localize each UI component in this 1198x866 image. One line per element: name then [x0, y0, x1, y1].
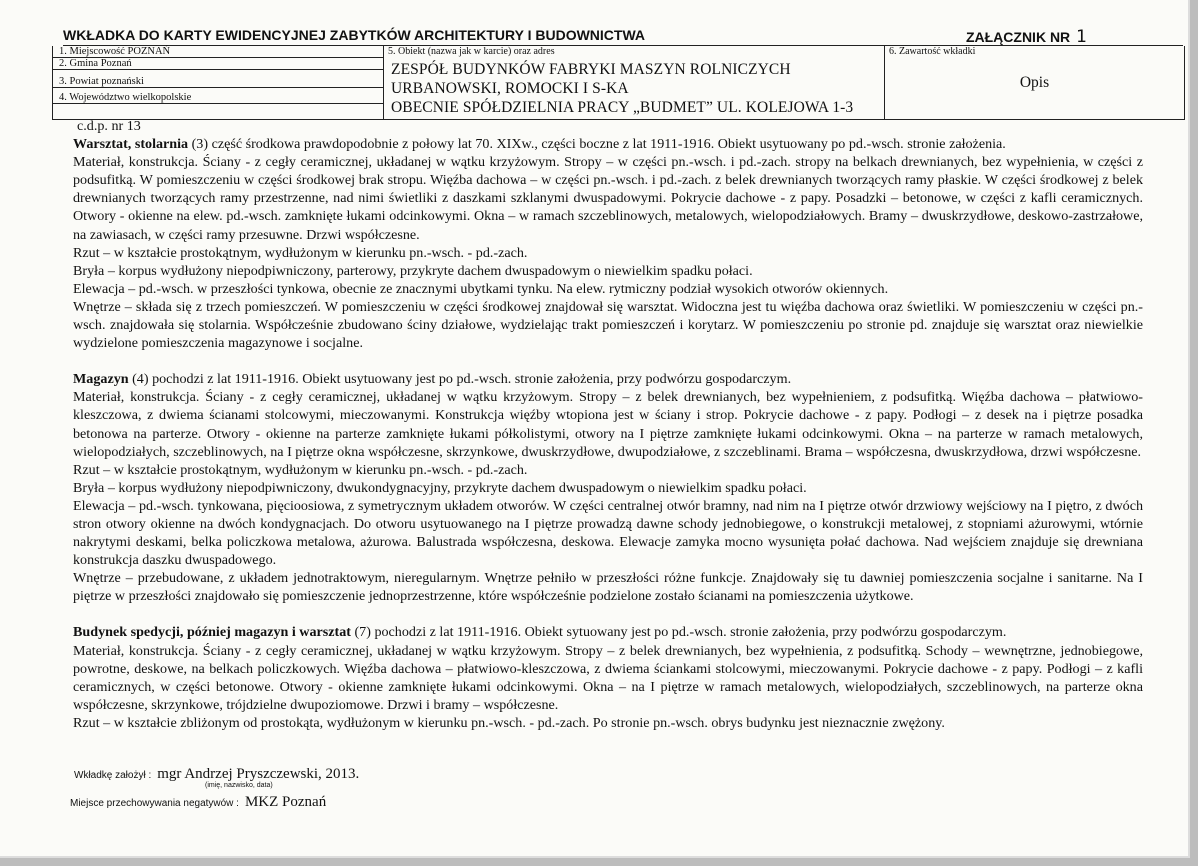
budynek-intro — [73, 623, 1143, 641]
annex-number: 1 — [1076, 27, 1087, 47]
budynek-intro-text: (7) pochodzi z lat 1911-1916. Obiekt sytuowany jest po pd.-wsch. stronie założenia, przy podwórzu gospodarczym. — [350, 624, 1007, 641]
magazyn-intro-text: (4) pochodzi z lat 1911-1916. Obiekt usytuowany jest po pd.-wsch. stronie założenia, przy podwórzu gospodarczym. — [128, 371, 792, 388]
warsztat-construction: Materiał, konstrukcja. Ściany - z cegły ceramicznej, układanej w wątku krzyżowym. Stropy – w części pn.-wsch. i pd.-zach. stropy na belkach drewnianych, bez wypełnienia, w części z podsufitką. W pomieszczeniu w części środkowej brak stropu. Więźba dachowa – w części pn.-wsch. i pd.-zach. z belek drewnianych tworzących ramy płaskie. W części środkowej z belek drewnianych tworzących ramy przestrzenne, nad nimi świetliki z daszkami szklanymi dwuspadowymi. Pokrycie dachowe - z papy. Posadzki – betonowe, w części z kafli ceramicznych. Otwory - okienne na elew. pd.-wsch. zamknięte łukami odcinkowymi. Okna – w ramach szczeblinowych, metalowych, wielopodziałowych. Bramy – dwuskrzydłowe, deskowo-zastrzałowe, na zawiasach, w części ramy przesuwne. Drzwi współczesne. — [73, 154, 1143, 243]
warsztat-title: Warsztat, stolarnia — [73, 136, 189, 153]
storage-label: Miejsce przechowywania negatywów : — [70, 798, 239, 809]
warsztat-plan: Rzut – w kształcie prostokątnym, wydłużonym w kierunku pn.-wsch. - pd.-zach. — [73, 244, 528, 261]
section-gap — [73, 352, 1143, 370]
annex-label — [966, 27, 1087, 47]
location-fields — [53, 46, 384, 119]
magazyn-interior: Wnętrze – przebudowane, z układem jednotraktowym, nieregularnym. Wnętrze pełniło w przeszłości różne funkcje. Znajdowały się tu dawniej pomieszczenia socjalne i sanitarne. Na I piętrze w przeszłości znajdowało się pomieszczenie jednoprzestrzenne, które współcześnie podzielone zostało ścianami na pomieszczenia użytkowe. — [73, 570, 1143, 605]
warsztat-elevation: Elewacja – pd.-wsch. w przeszłości tynkowa, obecnie ze znacznymi ubytkami tynku. Na elew. rytmiczny podział wysokich otworów okiennych. — [73, 280, 889, 297]
budynek-construction: Materiał, konstrukcja. Ściany - z cegły ceramicznej, układanej w wątku krzyżowym. Stropy – z belek drewnianych, bez wypełnienia, z podsufitką. Schody – wewnętrzne, jednobiegowe, powrotne, deskowe, na belkach policzkowych. Więźba dachowa – płatwiowo-kleszczowa, z dwiema ściankami stolcowymi, mieczowanymi. Pokrycie dachowe - z papy. Podłogi – z kafli ceramicznych, w części betonowe. Otwory - okienne zamknięte łukami odcinkowymi. Okna – na I piętrze w ramach metalowych, wielopodziałych, szczeblinowych, na parterze okna współczesne, skrzynkowe, trójdzielne dwupoziomowe. Drzwi i bramy – współczesne. — [73, 642, 1143, 713]
warsztat-intro — [73, 135, 1143, 153]
author-hint: (imię, nazwisko, data) — [205, 782, 273, 789]
content-label: 6. Zawartość wkładki — [889, 46, 976, 57]
magazyn-title: Magazyn — [73, 371, 129, 388]
magazyn-elevation: Elewacja – pd.-wsch. tynkowana, pięcioosiowa, z symetrycznym układem otworów. W części centralnej otwór bramny, nad nim na I piętrze otwór drzwiowy wejściowy na I piętro, z dwóch stron otwory okienne na dwóch kondygnacjach. Do otworu usytuowanego na I piętrze prowadzą dawne schody jednobiegowe, o konstrukcji metalowej, z stopniami ażurowymi, wtórnie nakrytymi deskami, belka policzkowa metalowa, ażurowa. Balustrada współczesna, deskowa. Elewacje zamyka mocno wysunięta połać dachowa. Nad wejściem znajduje się drewniana konstrukcja daszku dwuspadowego. — [73, 497, 1143, 569]
warsztat-intro-text: (3) część środkowa prawdopodobnie z połowy lat 70. XIXw., części boczne z lat 1911-1916. Obiekt usytuowany po pd.-wsch. stronie założenia. — [188, 136, 1006, 153]
section-gap — [73, 605, 1143, 623]
warsztat-interior: Wnętrze – składa się z trzech pomieszczeń. W pomieszczeniu w części środkowej znajdował się warsztat. Widoczna jest tu więźba dachowa oraz świetliki. W pomieszczeniu w części pn.-wsch. znajdowała się stolarnia. Współcześnie zbudowano ściny działowe, wydzielając trakt pomieszczeń i korytarz. W pomieszczeniu po stronie pd. znajduje się warsztat oraz niewielkie wydzielone pomieszczenia magazynowe i socjalne. — [73, 298, 1143, 352]
author-line — [74, 766, 359, 783]
field-voivodeship: 4. Województwo wielkopolskie — [53, 92, 383, 104]
document-title: WKŁADKA DO KARTY EWIDENCYJNEJ ZABYTKÓW ARCHITEKTURY I BUDOWNICTWA — [63, 27, 646, 43]
magazyn-construction: Materiał, konstrukcja. Ściany - z cegły ceramicznej, układanej w wątku krzyżowym. Stropy – z belek drewnianych, bez wypełnieniem, z podsufitką. Więźba dachowa – płatwiowo-kleszczowa, z dwiema ścianami stolcowymi, mieczowanymi. Konstrukcja więźby wtopiona jest w ściany i strop. Pokrycie dachowe - z papy. Podłogi – z desek na i piętrze posadka betonowa na parterze. Otwory - okienne na parterze zamknięte łukami półkolistymi, otwory na I piętrze zamknięte łukami odcinkowymi. Okna – na parterze w ramach metalowych, wielopodziałych, szczeblinowych, na I piętrze okna współczesne, skrzynkowe, dwuskrzydłowe, dwupodziałowe, z szczeblinami. Brama – współczesna, dwuskrzydłowa, drzwi współczesne. — [73, 389, 1143, 460]
author-label: Wkładkę założył : — [74, 770, 152, 781]
object-name — [391, 60, 853, 117]
annex-label-text: ZAŁĄCZNIK NR — [965, 29, 1071, 45]
field-district: 3. Powiat poznański — [53, 76, 383, 88]
content-value: Opis — [1019, 74, 1050, 91]
object-field — [384, 46, 885, 119]
object-line-3: OBECNIE SPÓŁDZIELNIA PRACY „BUDMET” UL. KOLEJOWA 1-3 — [391, 99, 854, 116]
content-field — [885, 46, 1184, 119]
field-commune: 2. Gmina Poznań — [53, 58, 383, 70]
object-label: 5. Obiekt (nazwa jak w karcie) oraz adres — [388, 46, 555, 57]
cdp-note: c.d.p. nr 13 — [77, 118, 141, 134]
storage-line — [70, 794, 326, 811]
warsztat-massing: Bryła – korpus wydłużony niepodpiwniczony, parterowy, przykryte dachem dwuspadowym o niewielkim spadku połaci. — [73, 262, 753, 279]
description-body — [73, 117, 1143, 732]
storage-value: MKZ Poznań — [244, 794, 327, 810]
magazyn-plan: Rzut – w kształcie prostokątnym, wydłużonym w kierunku pn.-wsch. - pd.-zach. — [73, 461, 528, 478]
header-table — [52, 46, 1185, 120]
magazyn-massing: Bryła – korpus wydłużony niepodpiwniczony, dwukondygnacyjny, przykryte dachem dwuspadowym o niewielkim spadku połaci. — [73, 479, 807, 496]
object-line-1: ZESPÓŁ BUDYNKÓW FABRYKI MASZYN ROLNICZYCH — [391, 61, 791, 78]
magazyn-intro — [73, 370, 1143, 388]
object-line-2: URBANOWSKI, ROMOCKI I S-KA — [391, 80, 629, 97]
author-value: mgr Andrzej Pryszczewski, 2013. — [157, 766, 360, 782]
budynek-title: Budynek spedycji, później magazyn i warsztat — [73, 624, 351, 641]
budynek-plan: Rzut – w kształcie zbliżonym od prostokąta, wydłużonym w kierunku pn.-wsch. - pd.-zach. Po stronie pn.-wsch. obrys budynku jest nieznacznie zwężony. — [73, 714, 945, 731]
field-locality: 1. Miejscowość POZNAŃ — [53, 46, 383, 58]
document-header — [63, 25, 1183, 46]
